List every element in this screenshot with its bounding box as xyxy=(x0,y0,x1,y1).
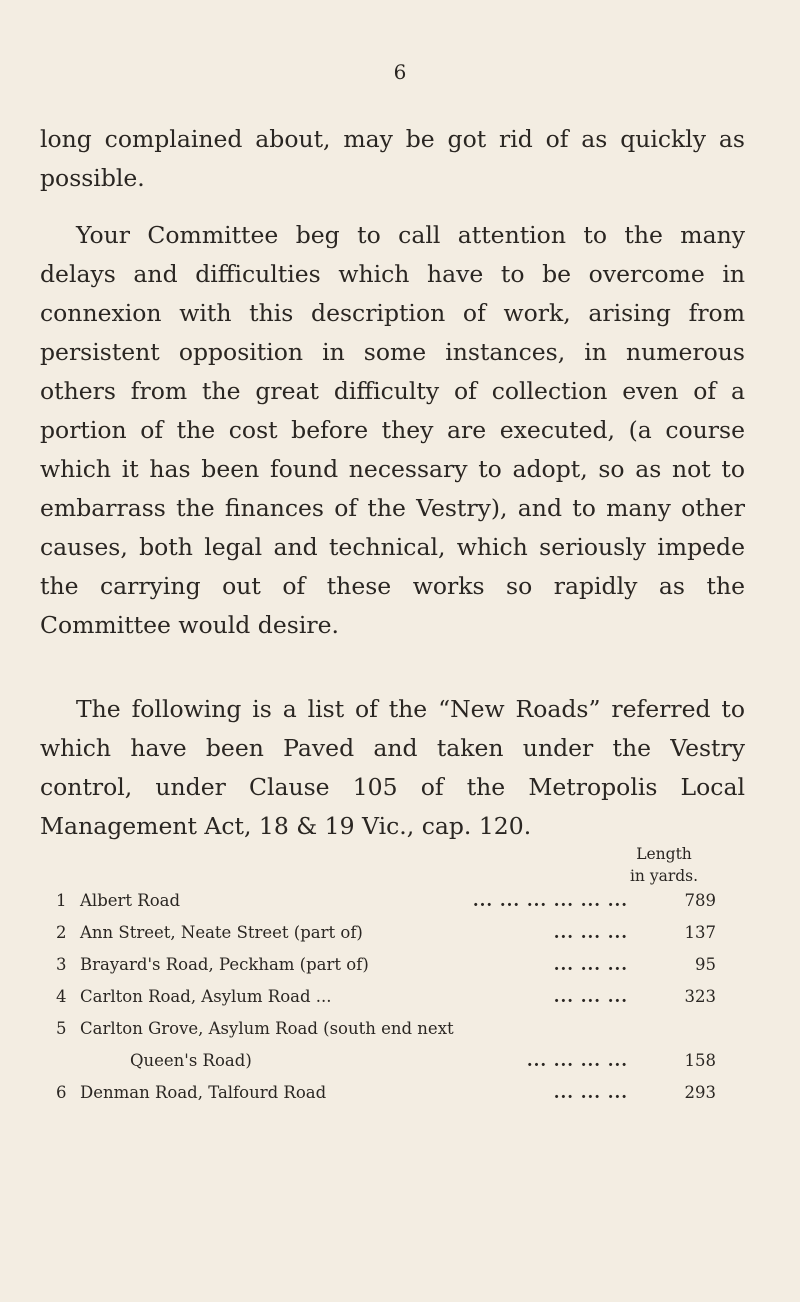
table-row xyxy=(56,955,716,987)
road-name: Denman Road, Talfourd Road xyxy=(80,1083,327,1102)
road-list xyxy=(56,891,716,1115)
leader-dots: ... ... ... xyxy=(553,1083,628,1102)
length-column-header xyxy=(612,843,716,887)
leader-dots: ... ... ... ... ... ... xyxy=(472,891,628,910)
leader-dots: ... ... ... xyxy=(553,923,628,942)
road-length: 789 xyxy=(684,891,716,910)
paragraph-3-text: The following is a list of the “New Roads” referred to which have been Paved and taken under the Vestry control, under Clause 105 of the Metropolis Local Management Act, 18 & 19 Vic., cap. 120. xyxy=(40,695,745,840)
road-name: Ann Street, Neate Street (part of) xyxy=(80,923,363,942)
road-length: 137 xyxy=(684,923,716,942)
paragraph-1-text: long complained about, may be got rid of as quickly as possible. xyxy=(40,125,745,192)
row-number: 2 xyxy=(56,923,67,942)
leader-dots: ... ... ... ... xyxy=(526,1051,628,1070)
paragraph-committee xyxy=(40,216,745,645)
road-name: Brayard's Road, Peckham (part of) xyxy=(80,955,369,974)
row-number: 5 xyxy=(56,1019,67,1038)
length-header-line1: Length xyxy=(636,845,692,863)
paragraph-continuation xyxy=(40,120,745,198)
page-number: 6 xyxy=(393,60,407,84)
table-row xyxy=(56,987,716,1019)
road-length: 323 xyxy=(684,987,716,1006)
row-number: 3 xyxy=(56,955,67,974)
table-row xyxy=(56,923,716,955)
road-name: Carlton Grove, Asylum Road (south end next xyxy=(80,1019,454,1038)
road-length: 293 xyxy=(684,1083,716,1102)
road-length: 95 xyxy=(695,955,716,974)
row-number: 4 xyxy=(56,987,67,1006)
paragraph-2-text: Your Committee beg to call attention to the many delays and difficulties which have to be overcome in connexion with this description of work, arising from persistent opposition in some instances, in numerous others from the great difficulty of collection even of a portion of the cost before they are executed, (a course which it has been found necessary to adopt, so as not to embarrass the finances of the Vestry), and to many other causes, both legal and technical, which seriously impede the carrying out of these works so rapidly as the Committee would desire. xyxy=(40,221,745,639)
paragraph-new-roads xyxy=(40,690,745,846)
table-row xyxy=(56,1083,716,1115)
length-header-line2: in yards. xyxy=(629,867,699,885)
row-number: 6 xyxy=(56,1083,67,1102)
leader-dots: ... ... ... xyxy=(553,987,628,1006)
road-name-continuation: Queen's Road) xyxy=(130,1051,252,1070)
road-name: Albert Road xyxy=(80,891,181,910)
road-name: Carlton Road, Asylum Road ... xyxy=(80,987,332,1006)
leader-dots: ... ... ... xyxy=(553,955,628,974)
row-number: 1 xyxy=(56,891,67,910)
table-row xyxy=(56,1019,716,1083)
table-row xyxy=(56,891,716,923)
road-length: 158 xyxy=(684,1051,716,1070)
